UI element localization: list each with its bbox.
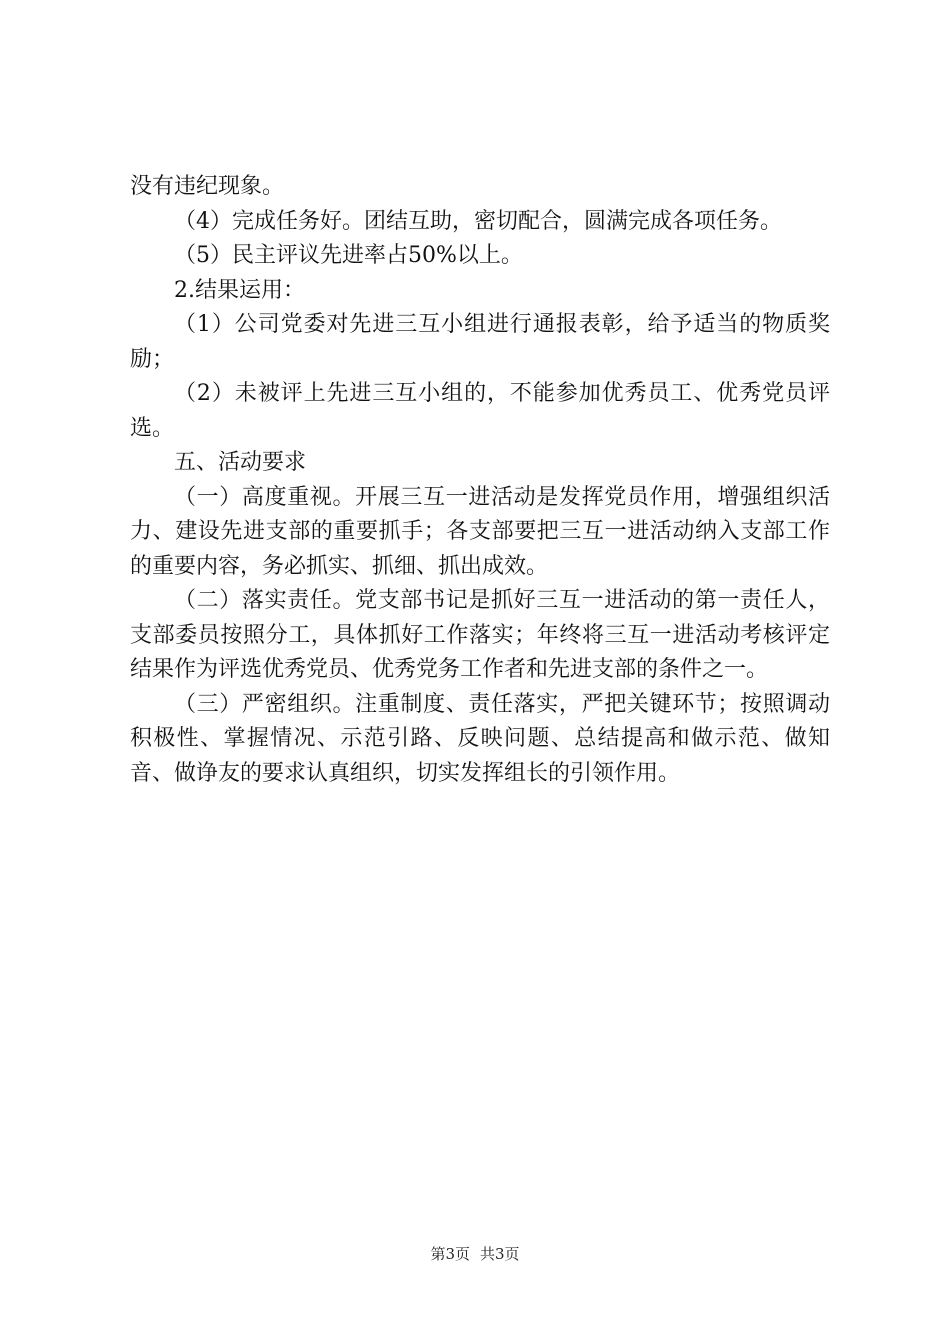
paragraph-continuation: 没有违纪现象。 (130, 174, 285, 199)
paragraph-item-5: （5）民主评议先进率占50%以上。 (174, 243, 523, 268)
document-body (130, 170, 830, 791)
paragraph-requirement-2: （二）落实责任。党支部书记是抓好三互一进活动的第一责任人，支部委员按照分工，具体抓好工作落实；年终将三互一进活动考核评定结果作为评选优秀党员、优秀党务工作者和先进支部的条件之一。 (130, 588, 830, 682)
page-number: 第3页 (430, 1245, 470, 1263)
paragraph-requirement-3: （三）严密组织。注重制度、责任落实，严把关键环节；按照调动积极性、掌握情况、示范引路、反映问题、总结提高和做示范、做知音、做诤友的要求认真组织，切实发挥组长的引领作用。 (130, 691, 830, 786)
page-total: 共3页 (480, 1245, 520, 1263)
paragraph-item-4: （4）完成任务好。团结互助，密切配合，圆满完成各项任务。 (174, 208, 782, 234)
paragraph-result-1: （1）公司党委对先进三互小组进行通报表彰，给予适当的物质奖励； (130, 312, 830, 372)
paragraph-result-2: （2）未被评上先进三互小组的，不能参加优秀员工、优秀党员评选。 (130, 381, 830, 441)
page-footer (0, 1244, 950, 1264)
section-heading-activity-requirements: 五、活动要求 (174, 450, 307, 475)
paragraph-requirement-1: （一）高度重视。开展三互一进活动是发挥党员作用，增强组织活力、建设先进支部的重要抓手；各支部要把三互一进活动纳入支部工作的重要内容，务必抓实、抓细、抓出成效。 (130, 484, 830, 579)
subheading-result-usage: 2.结果运用： (174, 277, 305, 303)
